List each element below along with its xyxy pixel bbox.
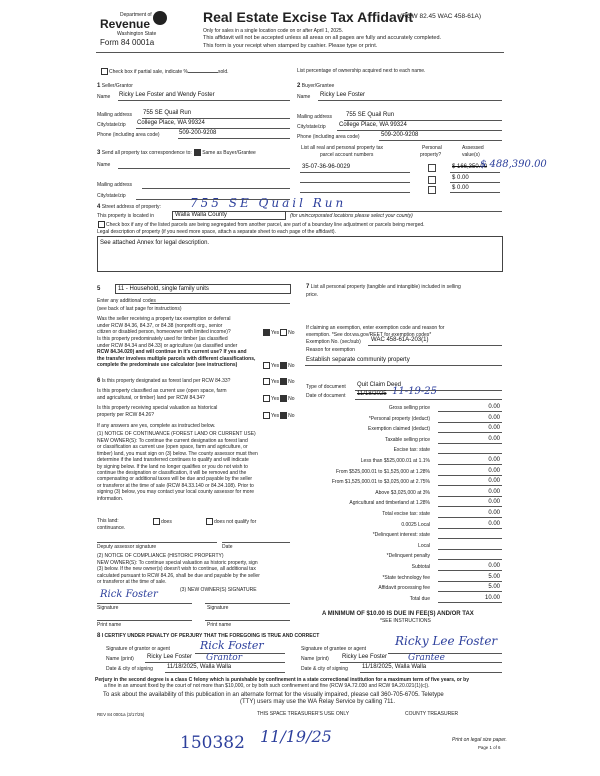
tax-row-label: Local [418,542,430,549]
street-address-handwritten[interactable]: 755 SE Quail Run [190,196,347,210]
historic-no-checkbox[interactable] [280,412,287,419]
grantee-name-value[interactable]: Ricky Lee Foster [342,654,388,660]
form-number: Form 84 0001a [100,38,155,47]
revision-label: REV 84 0001a (3/17/25) [97,712,145,717]
forest-no-label: No [288,378,295,385]
street-label: Street address of property: [101,204,161,210]
n1-line-10: information. [97,495,124,502]
see-instructions-note: *SEE INSTRUCTIONS [380,618,431,624]
q1-no-label: No [288,329,295,336]
buyer-mail-label: Mailing address [297,114,333,120]
current-use-q-a: Is this property classified as current use (open space, farm [97,388,227,394]
doc-type-value[interactable]: Quit Claim Deed [357,382,402,388]
personal-num: 7 [306,284,310,290]
q1-answers [262,329,295,336]
historic-q-a: Is this property receiving special valuation as historical [97,405,218,411]
personal-property-checkbox-1[interactable] [428,164,436,172]
tax-row-line [438,485,502,486]
owner-sig-label-2: Signature [207,605,229,611]
form-rcw: (RCW 82.45 WAC 458-61A) [400,13,482,20]
seller-mail-label: Mailing address [97,112,133,118]
q2-yes-label: Yes [271,362,280,369]
assessed-value-1[interactable]: $ 166,350.00 [452,164,488,170]
n1-line-6: continue the designation or classification, it will be removed and the [97,470,247,477]
tax-row-line [438,581,502,582]
tax-row-label: From $1,525,000.01 to $3,025,000 at 2.75% [331,479,430,486]
buyer-head: Buyer/Grantee [301,83,335,89]
tax-row-value[interactable]: 0.00 [488,499,500,506]
grantor-date-value[interactable]: 11/18/2025, Walla Walla [167,664,232,670]
corr-name-label: Name [97,162,111,168]
tax-row-label: Total due [409,595,430,602]
assessed-value-3[interactable]: $ 0.00 [452,185,469,191]
grantor-name-value[interactable]: Ricky Lee Foster [147,654,193,660]
parcel-header-1b: parcel account numbers [320,152,374,158]
tax-row-line [438,528,502,529]
tax-row-line [438,506,502,507]
corr-label: Send all property tax correspondence to: [101,149,192,156]
tax-row-label: Agricultural and timberland at 1.28% [349,500,430,507]
ownership-note: List percentage of ownership acquired next to each name. [297,68,426,74]
land-does-row [152,518,172,525]
tax-row-value[interactable]: 0.00 [488,520,500,527]
q2-answers [262,362,295,369]
n1-line-4: determine if the land transferred continues to qualify and will indicate [97,457,249,464]
n1-line-2: or classification as current use (open space, farm and agriculture, or [97,444,248,451]
alt-format-note-1: To ask about the availability of this publication in an alternate format for the visually impaired, please call 360-705-6705. Teletype [103,692,444,698]
state-label: Washington State [117,31,157,37]
tax-row-value[interactable]: 0.00 [488,467,500,474]
seller-city-value[interactable]: College Place, WA 99324 [137,120,205,126]
forest-no-checkbox[interactable] [280,378,287,385]
buyer-name-label: Name [297,94,311,100]
q1-line-3: citizen or disabled person, homeowner with limited income)? [97,329,231,335]
corr-heading [97,149,256,156]
q1-yes-label: Yes [271,329,280,336]
tax-row-value[interactable]: 0.00 [488,425,500,432]
grantee-role-handwritten: Grantee [408,653,445,663]
historic-q-b: property per RCW 84.26? [97,412,154,418]
tax-row-label: From $525,000.01 to $1,525,000 at 1.28% [336,468,430,475]
tax-row-label: Total excise tax: state [382,511,430,517]
additional-codes-label: Enter any additional codes [97,298,156,304]
forest-q1-answers [262,378,295,385]
tax-row-line [438,411,502,412]
seller-name-value[interactable]: Ricky Lee Foster and Wendy Foster [119,92,215,98]
tax-row-value[interactable]: 0.00 [488,478,500,485]
new-owner-sig-heading: (3) NEW OWNER(S) SIGNATURE [180,587,257,593]
doc-date-value[interactable]: 11/18/2025 [357,391,387,397]
street-num: 4 [97,204,101,210]
tax-row-value[interactable]: 5.00 [488,584,500,591]
historic-no-label: No [288,412,295,419]
legal-description-box[interactable] [97,236,503,272]
buyer-city-value[interactable]: College Place, WA 99324 [339,122,407,128]
grantee-name-label: Name (print) [301,656,329,662]
grantor-date-label: Date & city of signing [106,666,153,672]
current-use-answers [262,395,295,402]
tax-row-label: Less than $525,000.01 at 1.1% [360,458,430,464]
notice-compliance-text [97,560,260,586]
stamp-date-handwritten: 11/19/25 [260,727,332,746]
segregated-row [97,221,425,228]
n2-line-3: calculated pursuant to RCW 84.26, shall be due and payable by the seller [97,572,260,579]
agency-logo-text: Revenue [100,17,151,31]
use-num: 5 [97,286,101,292]
partial-sale-label: Check box if partial sale, indicate % [109,68,188,75]
grantee-sig-label: Signature of grantee or agent [301,646,367,652]
grantor-name-label: Name (print) [106,656,134,662]
tax-row-line [438,602,502,603]
notice-compliance-heading: (2) NOTICE OF COMPLIANCE (HISTORIC PROPERTY) [97,553,224,559]
partial-sold-label: sold. [217,68,229,75]
same-as-buyer-label: Same as Buyer/Grantee [202,149,256,156]
segregated-checkbox[interactable] [98,221,105,228]
historic-yes-checkbox[interactable] [263,412,270,419]
q2-no-checkbox[interactable] [280,362,287,369]
current-use-q-b: and agricultural, or timber) land per RCW 84.34? [97,395,205,401]
q2-no-label: No [288,362,295,369]
same-as-buyer-checkbox[interactable] [194,149,201,156]
corr-city-label: City/state/zip [97,193,126,199]
q2-line-2: under RCW 84.34 and 84.33) or agriculture (as classified under [97,342,238,349]
current-use-no-checkbox[interactable] [280,395,287,402]
grantor-role-handwritten: Grantor [206,653,242,663]
exemption-no-label: Exemption No. (sec/sub) [306,339,361,345]
tax-row-value[interactable]: 0.00 [488,457,500,463]
tax-row-line [438,422,502,423]
personal-property-heading [306,284,461,290]
q1-line-2: under RCW 84.36, 84.37, or 84.38 (nonprofit org., senior [97,322,223,329]
tax-row-line [438,538,502,539]
doc-type-label: Type of document [306,384,346,390]
tax-row-label: Affidavit processing fee [378,585,430,592]
tax-row-value[interactable]: 0.00 [488,435,500,442]
parcel-header-3b: value(s) [462,152,480,158]
owner-print-label-1: Print name [97,622,122,628]
doc-date-label: Date of document [306,393,346,399]
forest-num: 6 [97,378,101,384]
header-note-2: This affidavit will not be accepted unless all areas on all pages are fully and accurately completed. [203,35,442,41]
doc-date-handwritten: 11-19-25 [392,386,437,397]
n1-line-9: signing (3) below, you may contact your local county assessor for more [97,489,255,496]
county-select[interactable]: Walla Walla County [172,211,286,220]
tax-row-line [438,549,502,550]
minimum-due-note: A MINIMUM OF $10.00 IS DUE IN FEE(S) AND/OR TAX [322,611,474,617]
notice-continuance-text [97,438,258,502]
treasurer-use-label: THIS SPACE TREASURER'S USE ONLY [257,711,350,717]
grantor-sig-label: Signature of grantor or agent [106,646,170,652]
land-does-checkbox[interactable] [153,518,160,525]
tax-row-value[interactable]: 0.00 [488,510,500,516]
tax-row-label: Gross selling price [388,405,430,411]
additional-codes-note: (see back of last page for instructions) [97,306,182,312]
buyer-phone-value[interactable]: 509-200-9208 [381,132,419,138]
exemption-question [97,316,272,336]
tax-row-label: Exemption claimed (deduct) [368,426,430,433]
current-use-yes-label: Yes [271,395,280,402]
partial-sale-checkbox[interactable] [101,68,108,75]
forest-heading [97,378,230,384]
owner-sig-label-1: Signature [97,605,119,611]
segregated-label: Check box if any of the listed parcels are being segregated from another parcel, are part of a boundary line adjustment or parcels being merged. [106,221,425,228]
county-treasurer-label: COUNTY TREASURER [405,711,459,717]
tax-row-value[interactable]: 0.00 [488,414,500,421]
personal-property-checkbox-2[interactable] [428,176,436,184]
cert-num: 8 [97,633,101,639]
if-yes-note: If any answers are yes, complete as instructed below. [97,423,216,429]
tax-row-label: Excise tax: state [393,447,430,454]
tax-row-label: Subtotal [411,564,430,570]
seller-heading [97,83,133,89]
reason-label: Reason for exemption [306,347,355,353]
tax-row-line [438,453,502,454]
tax-row-label: 0.0025 Local [401,521,430,528]
dept-label: Department of [120,12,152,18]
tax-row-line [438,559,502,560]
tax-row-label: Above $3,025,000 at 3% [375,489,430,496]
this-land-label: This land: [97,518,119,524]
legal-paper-note: Print on legal size paper. [452,737,507,743]
forest-yes-checkbox[interactable] [263,378,270,385]
seller-phone-value[interactable]: 509-200-9208 [179,130,217,136]
q2-line-4: the transfer involves multiple parcels with different classifications, [97,355,256,362]
tax-row-line [438,570,502,571]
n1-line-3: timber) land, you must sign on (3) below. The county assessor must then [97,450,258,457]
buyer-num: 2 [297,83,301,89]
q1-line-1: Was the seller receiving a property tax exemption or deferral [97,316,231,322]
header-note-1: Only for sales in a single location code on or after April 1, 2025. [203,28,344,34]
buyer-mail-value[interactable]: 755 SE Quail Run [346,112,395,118]
n1-line-5: by signing below. If the land no longer qualifies or you do not wish to [97,463,248,470]
continuance-label: continuance. [97,525,126,531]
buyer-heading [297,83,334,89]
parcel-header-2b: property? [420,152,442,158]
tax-row-value[interactable]: 0.00 [488,488,500,495]
cert-label: I CERTIFY UNDER PENALTY OF PERJURY THAT THE FOREGOING IS TRUE AND CORRECT [101,633,320,639]
header-divider [96,52,504,53]
tax-row-label: *State technology fee [382,574,430,581]
tax-row-line [438,517,502,518]
tax-row-label: *Personal property (deduct) [368,415,430,422]
seller-phone-label: Phone (including area code) [97,132,160,138]
parcel-header-1: List all real and personal property tax [301,145,383,151]
historic-yes-label: Yes [271,412,280,419]
legal-description-value: See attached Annex for legal description. [100,240,210,246]
owner-print-label-2: Print name [207,622,232,628]
header-note-3: This form is your receipt when stamped by cashier. Please type or print. [203,43,378,49]
tax-row-value[interactable]: 0.00 [488,404,500,410]
assessed-value-handwritten: $ 488,390.00 [480,159,547,170]
tax-row-line [438,496,502,497]
n1-line-8: or transferor at the time of sale (RCW 84.33.140 or 84.34.108). Prior to [97,482,254,489]
tax-row-label: *Delinquent interest: state [372,532,430,539]
assessed-value-2[interactable]: $ 0.00 [452,175,469,181]
q2-line-5: complete the predominate use calculator (see instructions) [97,362,238,368]
n2-line-4: or transferor at the time of sale. [97,579,167,586]
reason-value[interactable]: Establish separate community property [306,357,410,363]
perjury-note-2: a fine in an amount fixed by the court of not more than $10,000, or by both such confinement and fine (RCW 9A.72.030 and RCW 9A.20.021(1)(c)). [104,683,430,689]
stamp-number-handwritten: 150382 [180,733,245,753]
notice-continuance-heading: (1) NOTICE OF CONTINUANCE (FOREST LAND OR CURRENT USE) [97,431,256,437]
land-doesnot-row [205,518,256,525]
grantor-signature-handwritten[interactable]: Rick Foster [200,639,264,652]
seller-mail-value[interactable]: 755 SE Quail Run [143,110,192,116]
timber-question [97,336,272,369]
land-use-code-select[interactable]: 11 - Household, single family units [115,284,291,294]
tax-row-line [438,591,502,592]
located-in-label: This property is located in [97,213,154,219]
new-owner-signature-handwritten: Rick Foster [100,589,158,600]
tax-row-label: Taxable selling price [384,436,430,443]
alt-format-note-2: (TTY) users may use the WA Relay Service by calling 711. [240,699,396,705]
form-title: Real Estate Excise Tax Affidavit [203,9,414,25]
revenue-logo-icon [153,11,167,25]
tax-row-line [438,443,502,444]
land-doesnot-checkbox[interactable] [206,518,213,525]
personal-property-checkbox-3[interactable] [428,186,436,194]
buyer-phone-label: Phone (including area code) [297,134,360,140]
perjury-text-1: Perjury in the second degree is a class C felony which is punishable by confinement in a state correctional institution for a maximum term of five years, or by [95,677,469,683]
street-heading [97,204,161,210]
forest-q1: Is this property designated as forest land per RCW 84.33? [101,378,231,384]
personal-label: List all personal property (tangible and intangible) included in selling [310,284,461,290]
land-doesnot-label: does not qualify for [214,518,257,525]
n2-line-2: (3) below. If the new owner(s) doesn't wish to continue, all additional tax [97,566,256,573]
personal-label-2: price. [306,292,319,298]
tax-row-value[interactable]: 10.00 [484,594,500,601]
partial-sale-row [100,68,229,75]
n1-line-7: compensating or additional taxes will be due and payable by the seller [97,476,253,483]
grantee-date-label: Date & city of signing [301,666,348,672]
parcel-header-2: Personal [422,145,442,151]
seller-num: 1 [97,83,101,89]
current-use-no-label: No [288,395,295,402]
page-number: Page 1 of 6 [478,745,501,750]
tax-row-label: *Delinquent penalty [386,553,430,560]
exemption-instr-1: If claiming an exemption, enter exemption code and reason for [306,325,445,331]
corr-num: 3 [97,149,101,156]
county-note: (for unincorporated locations please select your county) [290,213,413,219]
grantee-date-value[interactable]: 11/18/2025, Walla Walla [362,664,427,670]
q2-line-1: Is this property predominately used for timber (as classified [97,336,228,342]
deputy-sig-label: Deputy assessor signature [97,544,157,550]
tax-row-line [438,464,502,465]
land-does-label: does [161,518,172,525]
q2-yes-checkbox[interactable] [263,362,270,369]
tax-row-line [438,432,502,433]
q1-yes-checkbox[interactable] [263,329,270,336]
deputy-date-label: Date [222,544,233,550]
tax-row-value[interactable]: 0.00 [488,563,500,569]
seller-head: Seller/Grantor [101,83,133,89]
exemption-no-value[interactable]: WAC 458-61A-203(1) [371,337,429,343]
seller-name-label: Name [97,94,111,100]
q1-no-checkbox[interactable] [280,329,287,336]
n2-line-1: NEW OWNER(S): To continue special valuation as historic property, sign [97,560,258,566]
seller-city-label: City/state/zip [97,122,126,128]
grantee-signature-handwritten[interactable]: Ricky Lee Foster [395,634,498,648]
tax-row-value[interactable]: 5.00 [488,573,500,580]
parcel-number-1[interactable]: 35-07-36-96-0029 [302,164,351,170]
forest-yes-label: Yes [271,378,280,385]
corr-mail-label: Mailing address [97,182,133,188]
current-use-yes-checkbox[interactable] [263,395,270,402]
parcel-header-3: Assessed [462,145,484,151]
buyer-city-label: City/state/zip [297,124,326,130]
exemption-instr-2: exemption. *See dor.wa.gov/REET for exemption codes* [306,332,432,338]
tax-row-line [438,475,502,476]
n1-line-1: NEW OWNER(S): To continue the current designation as forest land [97,438,248,444]
buyer-name-value[interactable]: Ricky Lee Foster [320,92,366,98]
historic-answers [262,412,295,419]
q2-line-3: RCW 84.34.020) and will continue in it's current use? If yes and [97,349,247,355]
legal-desc-label: Legal description of property (if you need more space, attach a separate sheet to each page of the affidavit). [97,229,336,235]
